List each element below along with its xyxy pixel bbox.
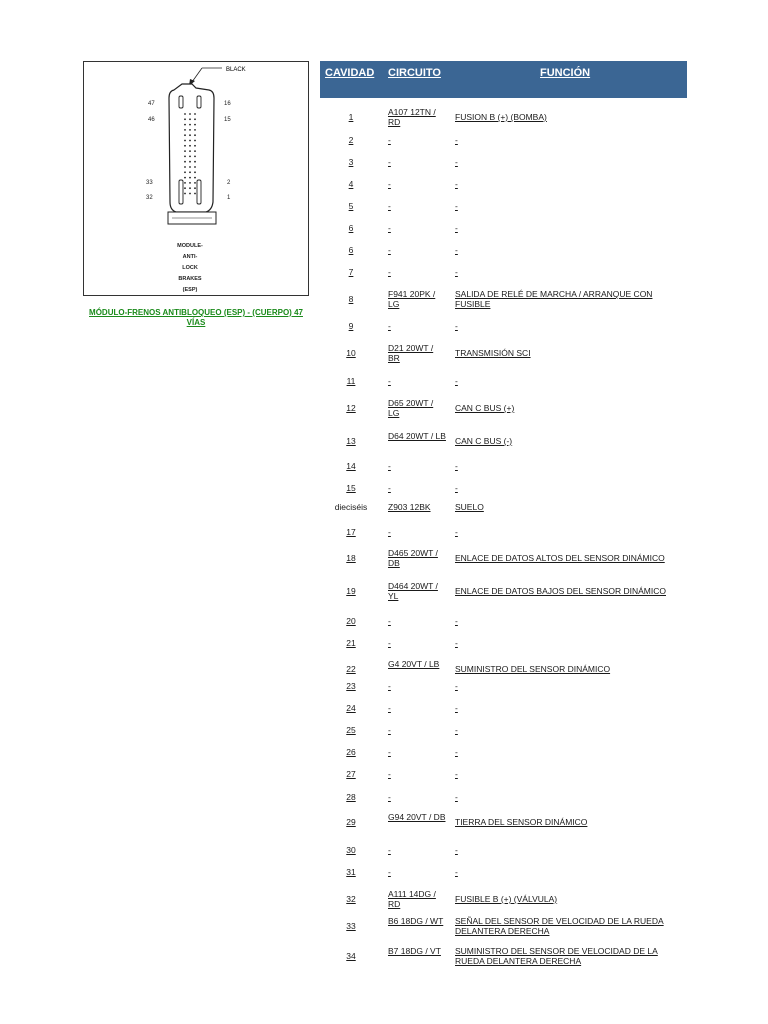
circuit-cell[interactable]: - [388,867,391,877]
function-cell[interactable]: - [455,267,458,277]
function-cell[interactable]: - [455,135,458,145]
pin-dot [189,156,191,158]
circuit-cell[interactable]: Z903 12BK [388,502,431,512]
function-cell[interactable]: - [455,321,458,331]
header-function[interactable]: FUNCIÓN [540,67,591,79]
cavity-cell[interactable]: 29 [346,817,356,827]
pin-dot [184,161,186,163]
circuit-cell[interactable]: G94 20VT / DB [388,812,446,822]
pin-dot [194,129,196,131]
circuit-cell[interactable]: - [388,135,391,145]
function-cell[interactable]: - [455,747,458,757]
pin-label-46: 46 [148,117,155,123]
circuit-cell[interactable]: D464 20WT / YL [388,581,438,601]
pin-dot [189,124,191,126]
pin-label-47: 47 [148,101,155,107]
cavity-cell[interactable]: 6 [348,245,354,255]
pin-dot [194,161,196,163]
pin-dot [194,177,196,179]
cavity-cell[interactable]: 25 [346,725,356,735]
cavity-cell[interactable]: 1 [348,112,354,122]
connector-caption[interactable]: MÓDULO-FRENOS ANTIBLOQUEO (ESP) - (CUERPO) 47 VÍAS [89,308,303,327]
pin-dot [184,118,186,120]
cavity-cell[interactable]: 4 [348,179,354,189]
cavity-cell[interactable]: 13 [346,436,356,446]
function-cell[interactable]: - [455,681,458,691]
header-cavity[interactable]: CAVIDAD [325,67,375,79]
function-cell[interactable]: - [455,223,458,233]
cavity-cell[interactable]: 8 [348,294,354,304]
pin-dot [194,140,196,142]
function-cell[interactable]: - [455,527,458,537]
pin-label-2: 2 [227,180,231,186]
function-cell[interactable]: CAN C BUS (-) [455,436,513,446]
circuit-cell[interactable]: D21 20WT / BR [388,343,434,363]
module-text-3: LOCK [182,265,198,271]
circuit-cell[interactable]: - [388,703,391,713]
pin-dot [194,166,196,168]
cavity-cell[interactable]: 19 [346,586,356,596]
cavity-cell[interactable]: 15 [346,483,356,493]
pin-dot [194,134,196,136]
pin-dot [189,118,191,120]
circuit-cell[interactable]: - [388,245,391,255]
function-cell[interactable]: TIERRA DEL SENSOR DINÁMICO [455,817,588,827]
cavity-cell[interactable]: 12 [346,403,356,413]
function-cell[interactable]: SUMINISTRO DEL SENSOR DINÁMICO [455,664,611,674]
pin-dot [184,140,186,142]
circuit-cell[interactable]: - [388,747,391,757]
pin-dot [184,113,186,115]
function-cell[interactable]: SUELO [455,502,484,512]
function-cell[interactable]: - [455,703,458,713]
pin-dot [184,129,186,131]
pin-dot [194,124,196,126]
circuit-cell[interactable]: - [388,769,391,779]
function-cell[interactable]: - [455,201,458,211]
cavity-cell[interactable]: 11 [346,376,356,386]
circuit-cell[interactable]: - [388,157,391,167]
cavity-cell[interactable]: 31 [346,867,356,877]
circuit-cell[interactable]: - [388,223,391,233]
circuit-cell[interactable]: - [388,461,391,471]
circuit-cell[interactable]: - [388,483,391,493]
cavity-cell[interactable]: dieciséis [334,502,368,512]
module-text-1: MODULE- [177,243,203,249]
pin-dot [184,187,186,189]
circuit-cell[interactable]: - [388,201,391,211]
cavity-cell[interactable]: 7 [348,267,354,277]
circuit-cell[interactable]: G4 20VT / LB [388,659,440,669]
function-cell[interactable]: ENLACE DE DATOS ALTOS DEL SENSOR DINÁMICO [455,553,665,563]
pin-label-1: 1 [227,195,231,201]
pin-dot [189,161,191,163]
circuit-cell[interactable]: - [388,845,391,855]
cavity-cell[interactable]: 32 [346,894,356,904]
pin-dot [194,150,196,152]
function-cell[interactable]: CAN C BUS (+) [455,403,515,413]
cavity-cell[interactable]: 23 [346,681,356,691]
cavity-cell[interactable]: 2 [348,135,354,145]
pin-dot [189,187,191,189]
circuit-cell[interactable]: - [388,725,391,735]
pin-dot [189,134,191,136]
cavity-cell[interactable]: 26 [346,747,356,757]
pin-dot [189,129,191,131]
circuit-cell[interactable]: - [388,638,391,648]
pin-dot [184,193,186,195]
circuit-cell[interactable]: - [388,376,391,386]
circuit-cell[interactable]: - [388,321,391,331]
pin-dot [194,156,196,158]
function-cell[interactable]: - [455,179,458,189]
cavity-cell[interactable]: 6 [348,223,354,233]
pin-label-33: 33 [146,180,153,186]
pin-label-32: 32 [146,195,153,201]
function-cell[interactable]: - [455,725,458,735]
function-cell[interactable]: ENLACE DE DATOS BAJOS DEL SENSOR DINÁMICO [455,586,666,596]
connector-diagram [83,61,309,296]
pin-dot [189,113,191,115]
cavity-cell[interactable]: 10 [346,348,356,358]
pin-dot [194,145,196,147]
circuit-cell[interactable]: B6 18DG / WT [388,916,444,926]
function-cell[interactable]: - [455,616,458,626]
pin-dot [194,113,196,115]
function-cell[interactable]: - [455,157,458,167]
circuit-cell[interactable]: D65 20WT / LG [388,398,434,418]
table-header [320,61,687,98]
circuit-cell[interactable]: A107 12TN / RD [388,107,436,127]
module-text-5: (ESP) [182,287,198,293]
pin-dot [189,177,191,179]
pin-dot [184,166,186,168]
pin-label-15: 15 [224,117,231,123]
function-cell[interactable]: SALIDA DE RELÉ DE MARCHA / ARRANQUE CON FUSIBLE [455,289,653,309]
circuit-cell[interactable]: - [388,267,391,277]
cavity-cell[interactable]: 5 [348,201,354,211]
circuit-cell[interactable]: - [388,616,391,626]
color-label: BLACK [226,67,246,73]
pin-dot [189,150,191,152]
function-cell[interactable]: SUMINISTRO DEL SENSOR DE VELOCIDAD DE LA RUEDA DELANTERA DERECHA [455,946,658,966]
pin-dot [184,134,186,136]
function-cell[interactable]: FUSION B (+) (BOMBA) [455,112,547,122]
pin-dot [194,187,196,189]
circuit-cell[interactable]: F941 20PK / LG [388,289,436,309]
pin-dot [184,171,186,173]
pinout-table [320,61,687,966]
function-cell[interactable]: - [455,845,458,855]
circuit-cell[interactable]: D465 20WT / DB [388,548,438,568]
module-text-4: BRAKES [178,276,202,282]
function-cell[interactable]: - [455,376,458,386]
pin-dot [189,171,191,173]
pin-dot [194,171,196,173]
function-cell[interactable]: - [455,867,458,877]
pin-dot [184,145,186,147]
function-cell[interactable]: - [455,792,458,802]
function-cell[interactable]: - [455,483,458,493]
pin-dot [194,193,196,195]
circuit-cell[interactable]: A111 14DG / RD [388,889,436,909]
cavity-cell[interactable]: 33 [346,921,356,931]
pin-dot [189,145,191,147]
module-text-2: ANTI- [182,254,198,260]
circuit-cell[interactable]: - [388,792,391,802]
pin-dot [189,193,191,195]
function-cell[interactable]: FUSIBLE B (+) (VÁLVULA) [455,894,558,904]
cavity-cell[interactable]: 18 [346,553,356,563]
pin-dot [189,140,191,142]
pin-dot [184,182,186,184]
function-cell[interactable]: - [455,461,458,471]
pin-dot [184,124,186,126]
function-cell[interactable]: - [455,769,458,779]
cavity-cell[interactable]: 3 [348,157,354,167]
pin-dot [189,182,191,184]
pin-label-16: 16 [224,101,231,107]
function-cell[interactable]: - [455,245,458,255]
function-cell[interactable]: - [455,638,458,648]
cavity-cell[interactable]: 24 [346,703,356,713]
pin-dot [194,182,196,184]
cavity-cell[interactable]: 22 [346,664,356,674]
pin-dot [189,166,191,168]
pin-dot [184,177,186,179]
circuit-cell[interactable]: - [388,681,391,691]
pin-dot [194,118,196,120]
function-cell[interactable]: TRANSMISIÓN SCI [455,348,531,358]
function-cell[interactable]: SEÑAL DEL SENSOR DE VELOCIDAD DE LA RUEDA DELANTERA DERECHA [455,916,664,936]
circuit-cell[interactable]: B7 18DG / VT [388,946,441,956]
cavity-cell[interactable]: 14 [346,461,356,471]
cavity-cell[interactable]: 20 [346,616,356,626]
circuit-cell[interactable]: - [388,179,391,189]
cavity-cell[interactable]: 28 [346,792,356,802]
connector-drawing [84,62,310,297]
header-circuit[interactable]: CIRCUITO [388,67,441,79]
cavity-cell[interactable]: 9 [348,321,354,331]
circuit-cell[interactable]: D64 20WT / LB [388,431,446,441]
cavity-cell[interactable]: 27 [346,769,356,779]
cavity-cell[interactable]: 17 [346,527,356,537]
pin-dot [184,150,186,152]
cavity-cell[interactable]: 34 [346,951,356,961]
pin-dot [184,156,186,158]
circuit-cell[interactable]: - [388,527,391,537]
cavity-cell[interactable]: 21 [346,638,356,648]
cavity-cell[interactable]: 30 [346,845,356,855]
